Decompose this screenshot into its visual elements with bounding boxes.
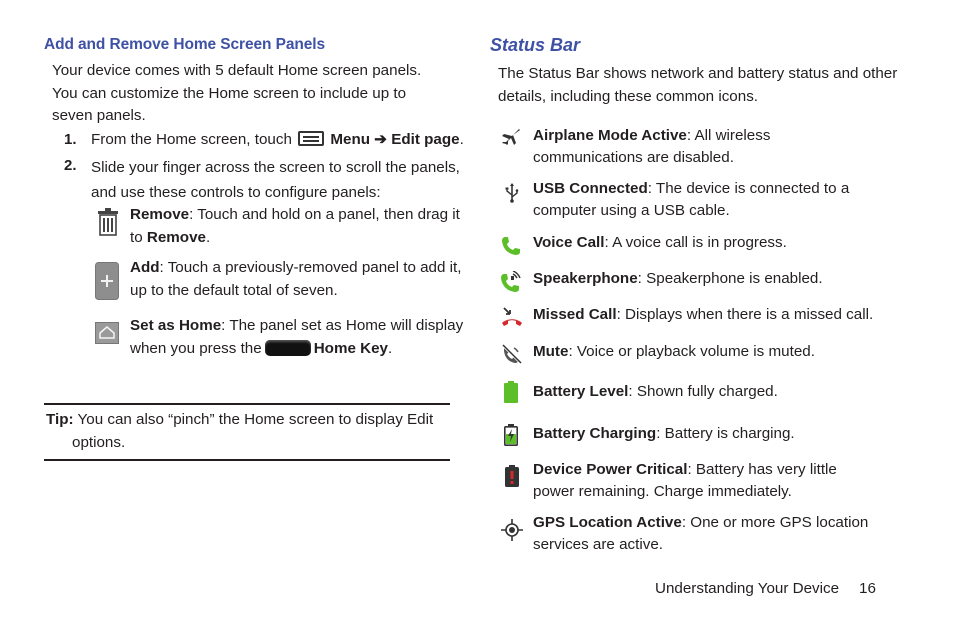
control-add — [130, 257, 462, 302]
gps-icon — [501, 519, 523, 541]
step-number: 1. — [64, 131, 77, 148]
step-text: From the Home screen, touch — [91, 131, 292, 148]
page-number: 16 — [859, 580, 876, 597]
control-desc: up to the default total of seven. — [130, 281, 338, 299]
status-item-voice-call — [533, 232, 787, 254]
status-item-battery-charging — [533, 423, 795, 445]
phone-icon — [501, 236, 521, 256]
missed-call-icon — [501, 307, 523, 327]
trash-icon — [97, 208, 119, 236]
tip-box — [46, 409, 433, 454]
status-term: Mute — [533, 343, 569, 360]
status-item-mute — [533, 341, 815, 363]
tip-text: options. — [72, 433, 126, 451]
airplane-icon — [501, 128, 521, 146]
control-desc: . — [388, 339, 393, 357]
intro-line: The Status Bar shows network and battery status and other — [498, 65, 898, 82]
status-term: GPS Location Active — [533, 514, 682, 531]
status-term: Voice Call — [533, 234, 605, 251]
tip-top-rule — [44, 403, 450, 405]
menu-label: Menu — [330, 131, 371, 148]
status-desc: : Battery is charging. — [656, 425, 795, 442]
edit-page-label: Edit page — [391, 131, 460, 148]
status-intro — [498, 63, 897, 108]
status-item-usb — [533, 178, 849, 222]
status-desc: : Speakerphone is enabled. — [637, 270, 823, 287]
control-term: Remove — [146, 228, 206, 246]
step-line: and use these controls to configure panels: — [91, 184, 381, 201]
home-icon — [95, 322, 119, 344]
status-desc: : The device is connected to a — [647, 180, 850, 197]
status-desc: services are active. — [533, 536, 663, 553]
status-item-gps — [533, 512, 868, 556]
control-term: Remove — [130, 206, 190, 223]
status-desc: power remaining. Charge immediately. — [533, 483, 792, 500]
status-item-airplane — [533, 125, 770, 169]
status-term: Speakerphone — [533, 270, 638, 287]
control-set-home — [130, 315, 463, 360]
tip-label: Tip: — [46, 411, 74, 428]
battery-charging-icon — [504, 424, 518, 446]
control-desc: : The panel set as Home will display — [221, 317, 464, 334]
status-desc: : A voice call is in progress. — [604, 234, 787, 251]
arrow-glyph: ➔ — [374, 131, 387, 148]
status-item-battery-level — [533, 381, 778, 403]
mute-icon — [502, 344, 522, 364]
status-desc: : Battery has very little — [687, 461, 837, 478]
status-desc: : All wireless — [686, 127, 771, 144]
control-desc: to — [130, 228, 147, 246]
control-term: Add — [130, 259, 160, 276]
battery-full-icon — [504, 381, 518, 403]
status-term: Battery Charging — [533, 425, 657, 442]
step-line: Slide your finger across the screen to scroll the panels, — [91, 159, 460, 176]
status-desc: : One or more GPS location — [681, 514, 869, 531]
status-term: Battery Level — [533, 383, 629, 400]
status-desc: : Displays when there is a missed call. — [616, 306, 874, 323]
step-number: 2. — [64, 157, 77, 174]
status-term: Device Power Critical — [533, 461, 688, 478]
status-desc: computer using a USB cable. — [533, 202, 730, 219]
status-desc: communications are disabled. — [533, 149, 734, 166]
section-heading: Add and Remove Home Screen Panels — [44, 36, 325, 53]
tip-bottom-rule — [44, 459, 450, 461]
control-desc: when you press the — [130, 339, 262, 357]
intro-line: details, including these common icons. — [498, 87, 759, 105]
plus-icon — [95, 262, 119, 300]
status-item-missed-call — [533, 304, 873, 326]
tip-text: You can also “pinch” the Home screen to display Edit — [73, 411, 434, 428]
battery-critical-icon — [505, 465, 519, 487]
step-end: . — [459, 131, 464, 148]
menu-icon — [298, 131, 324, 146]
status-term: USB Connected — [533, 180, 648, 197]
control-desc: : Touch a previously-removed panel to add it, — [159, 259, 462, 276]
footer-section-title: Understanding Your Device — [655, 580, 840, 597]
status-bar-heading: Status Bar — [490, 35, 581, 55]
intro-line: You can customize the Home screen to include up to — [52, 84, 407, 102]
control-desc: . — [205, 228, 211, 246]
intro-line: Your device comes with 5 default Home screen panels. — [52, 62, 422, 79]
intro-paragraph — [52, 60, 421, 128]
status-desc: : Shown fully charged. — [628, 383, 778, 400]
control-term: Set as Home — [130, 317, 222, 334]
status-term: Missed Call — [533, 306, 617, 323]
step-1 — [91, 129, 464, 152]
status-item-speakerphone — [533, 268, 823, 290]
control-term: Home Key — [313, 339, 388, 357]
status-item-power-critical — [533, 459, 837, 503]
control-remove — [130, 204, 460, 249]
usb-icon — [505, 183, 519, 203]
home-key-icon — [265, 340, 311, 356]
step-2 — [91, 155, 460, 205]
control-desc: : Touch and hold on a panel, then drag it — [189, 206, 460, 223]
intro-line: seven panels. — [52, 107, 146, 124]
status-desc: : Voice or playback volume is muted. — [568, 343, 815, 360]
status-term: Airplane Mode Active — [533, 127, 687, 144]
speakerphone-icon — [500, 271, 522, 293]
